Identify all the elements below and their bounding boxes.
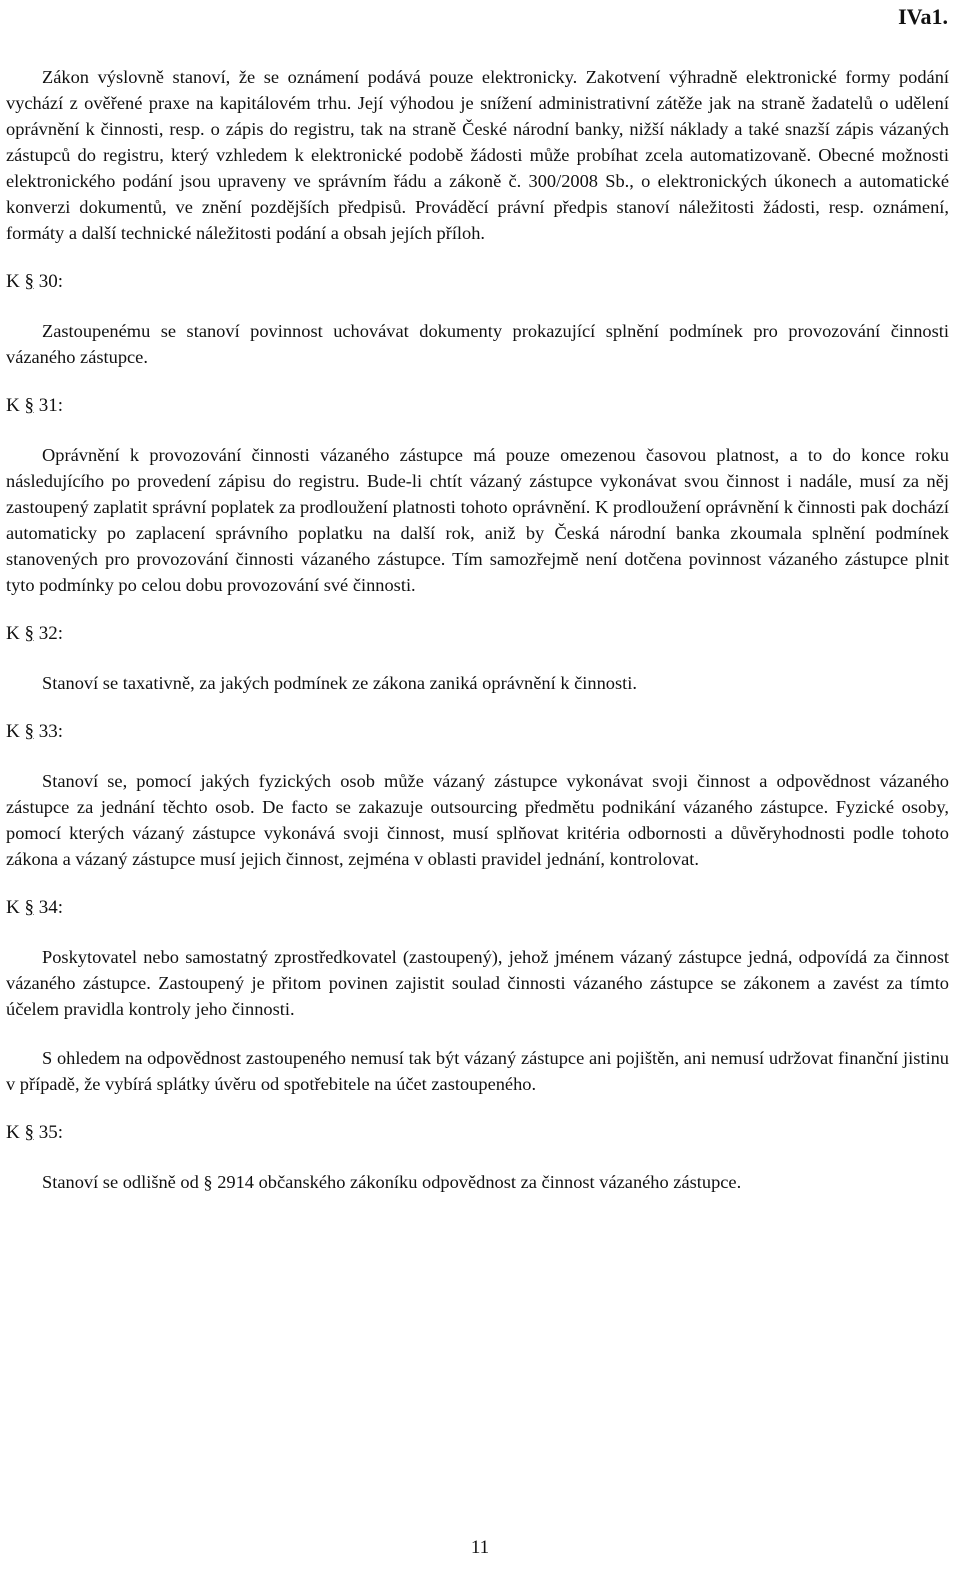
section-prefix: K bbox=[6, 395, 20, 416]
section-number: 32: bbox=[38, 623, 64, 644]
section-heading-31 bbox=[6, 393, 949, 419]
section-prefix: K bbox=[6, 1122, 20, 1143]
section-prefix: K bbox=[6, 897, 20, 918]
page-code: IVa1. bbox=[898, 4, 948, 29]
section-reference-sign: § bbox=[203, 1172, 213, 1192]
section-35-paragraph bbox=[6, 1169, 949, 1195]
section-35-text-before: Stanoví se odlišně od bbox=[42, 1172, 204, 1192]
section-sign: § bbox=[24, 1122, 34, 1143]
section-sign: § bbox=[24, 395, 34, 416]
section-number: 35: bbox=[38, 1122, 64, 1143]
section-sign: § bbox=[24, 721, 34, 742]
section-number: 34: bbox=[38, 897, 64, 918]
section-sign: § bbox=[24, 623, 34, 644]
section-33-paragraph: Stanoví se, pomocí jakých fyzických osob může vázaný zástupce vykonávat svoji činnost a odpovědnost vázaného zástupce za jednání těchto osob. De facto se zakazuje outsourcing předmětu podnikání vázaného zástupce. Fyzické osoby, pomocí kterých vázaný zástupce vykonává svoji činnost, musí splňovat kritéria odbornosti a důvěryhodnosti podle tohoto zákona a vázaný zástupce musí jejich činnost, zejména v oblasti pravidel jednání, kontrolovat. bbox=[6, 771, 949, 869]
section-sign: § bbox=[24, 271, 34, 292]
section-heading-34 bbox=[6, 895, 949, 921]
page-number: 11 bbox=[470, 1537, 490, 1558]
section-number: 30: bbox=[38, 271, 64, 292]
section-32-paragraph: Stanoví se taxativně, za jakých podmínek ze zákona zaniká oprávnění k činnosti. bbox=[42, 673, 637, 693]
intro-paragraph: Zákon výslovně stanoví, že se oznámení podává pouze elektronicky. Zakotvení výhradně elektronické formy podání vychází z ověřené praxe na kapitálovém trhu. Její výhodou je snížení administrativní zátěže jak na straně žadatelů o udělení oprávnění k činnosti, resp. o zápis do registru, tak na straně České národní banky, nižší náklady a také snazší zápis vázaných zástupců do registru, který vzhledem k elektronické podobě žádosti může probíhat zcela automatizovaně. Obecné možnosti elektronického podání jsou upraveny ve správním řádu a zákoně č. 300/2008 Sb., o elektronických úkonech a automatické konverzi dokumentů, ve znění pozdějších předpisů. Prováděcí právní předpis stanoví náležitosti žádosti, resp. oznámení, formáty a další technické náležitosti podání a obsah jejích příloh. bbox=[6, 67, 949, 243]
section-number: 31: bbox=[38, 395, 64, 416]
section-34-paragraph-2: S ohledem na odpovědnost zastoupeného nemusí tak být vázaný zástupce ani pojištěn, ani nemusí udržovat finanční jistinu v případě, že vybírá splátky úvěru od spotřebitele na účet zastoupeného. bbox=[6, 1048, 949, 1094]
section-prefix: K bbox=[6, 721, 20, 742]
section-31-paragraph: Oprávnění k provozování činnosti vázaného zástupce má pouze omezenou časovou platnost, a to do konce roku následujícího po provedení zápisu do registru. Bude-li chtít vázaný zástupce vykonávat svou činnost i nadále, musí za něj zastoupený zaplatit správní poplatek za prodloužení platnosti tohoto oprávnění. K prodloužení oprávnění k činnosti pak dochází automaticky po zaplacení správního poplatku na další rok, aniž by Česká národní banka zkoumala splnění podmínek stanovených pro provozování činnosti vázaného zástupce. Tím samozřejmě není dotčena povinnost vázaného zástupce plnit tyto podmínky po celou dobu provozování své činnosti. bbox=[6, 445, 949, 595]
section-heading-32 bbox=[6, 621, 949, 647]
section-35-text-after: 2914 občanského zákoníku odpovědnost za činnost vázaného zástupce. bbox=[212, 1172, 742, 1192]
section-number: 33: bbox=[38, 721, 64, 742]
section-heading-35 bbox=[6, 1120, 949, 1146]
section-heading-33 bbox=[6, 719, 949, 745]
section-heading-30 bbox=[6, 269, 949, 295]
section-30-paragraph: Zastoupenému se stanoví povinnost uchovávat dokumenty prokazující splnění podmínek pro provozování činnosti vázaného zástupce. bbox=[6, 321, 949, 367]
section-34-paragraph-1: Poskytovatel nebo samostatný zprostředkovatel (zastoupený), jehož jménem vázaný zástupce jedná, odpovídá za činnost vázaného zástupce. Zastoupený je přitom povinen zajistit soulad činnosti vázaného zástupce se zákonem a zavést za tímto účelem pravidla kontroly jeho činnosti. bbox=[6, 947, 949, 1019]
section-prefix: K bbox=[6, 271, 20, 292]
document-body bbox=[6, 64, 949, 1218]
section-prefix: K bbox=[6, 623, 20, 644]
section-sign: § bbox=[24, 897, 34, 918]
